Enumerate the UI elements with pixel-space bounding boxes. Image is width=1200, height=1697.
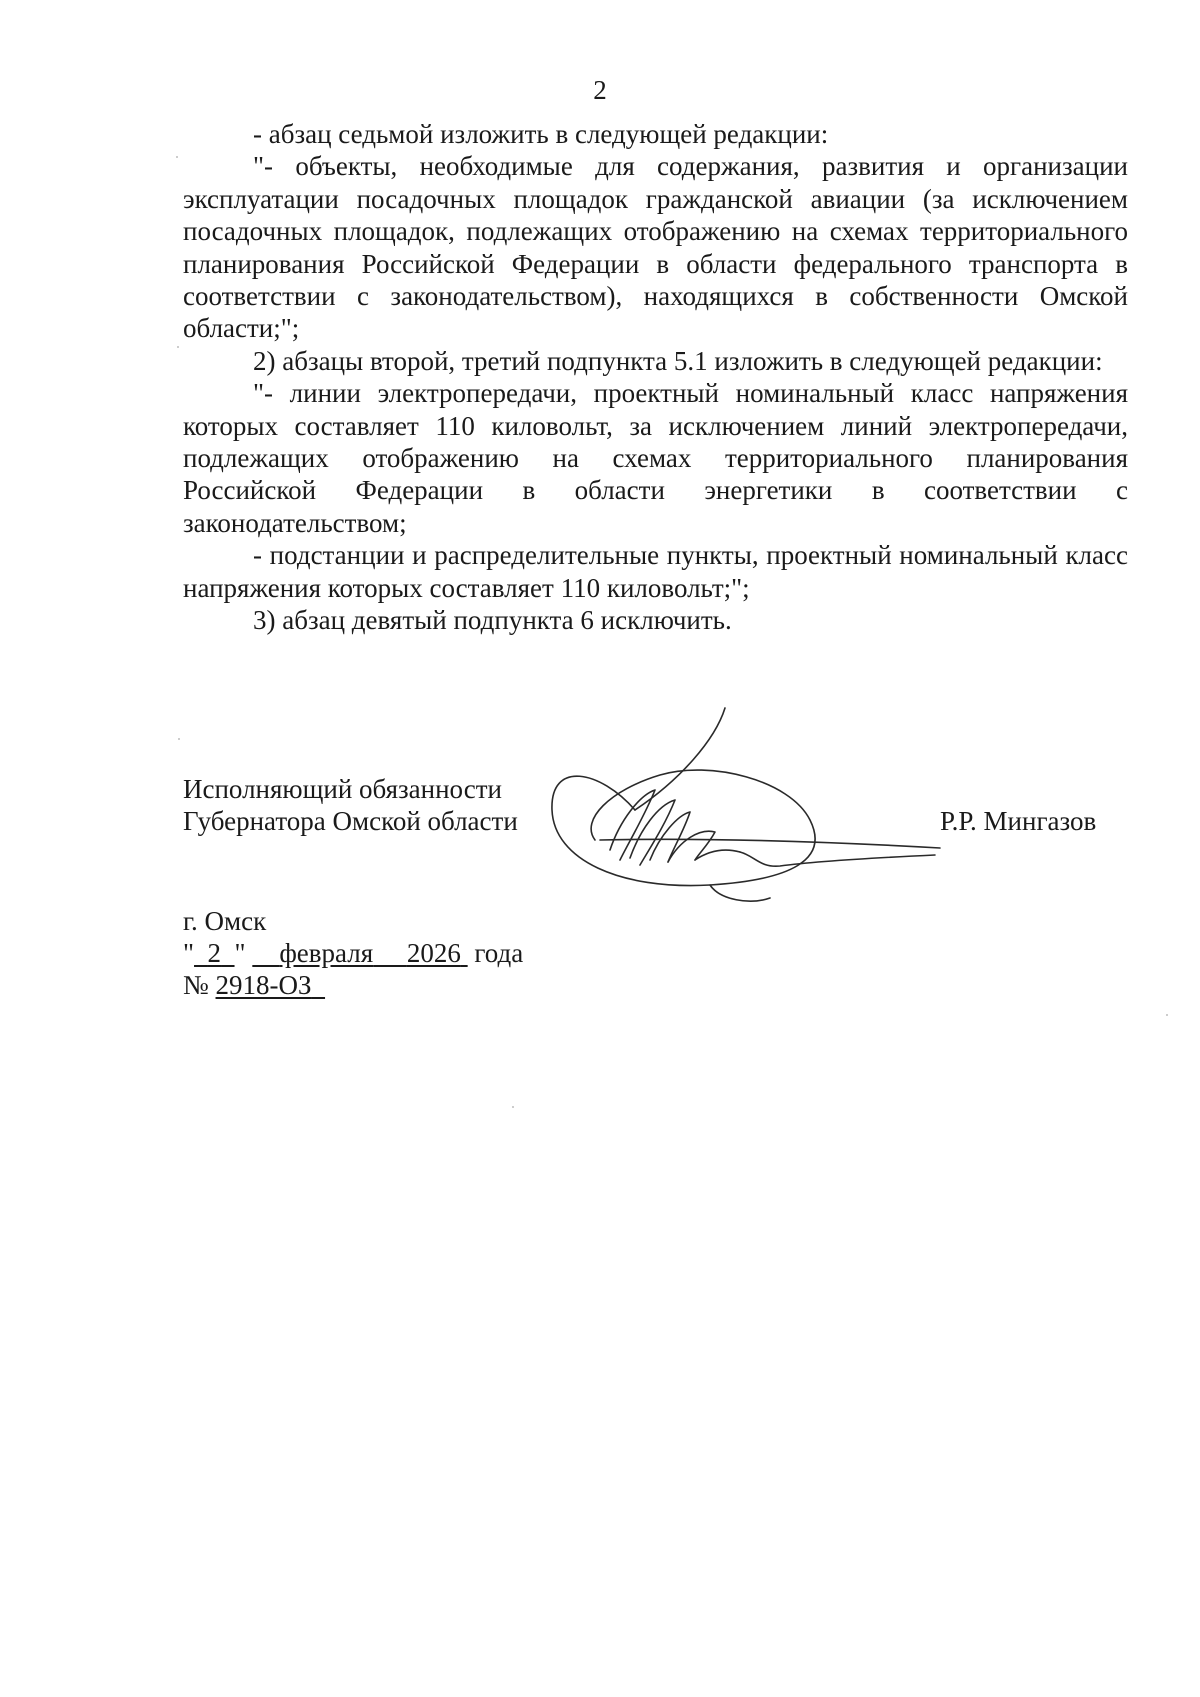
date-line xyxy=(183,937,523,969)
city-line xyxy=(183,905,523,937)
scan-speck xyxy=(1166,1014,1168,1016)
scan-speck xyxy=(176,156,178,158)
quote-close: " xyxy=(234,938,246,968)
scan-speck xyxy=(177,346,179,348)
year-word: года xyxy=(474,938,524,968)
signer-position-line-1: Исполняющий обязанности xyxy=(183,774,502,804)
signer-position-line-2: Губернатора Омской области xyxy=(183,806,518,836)
paragraph-1: - абзац седьмой изложить в следующей редакции: xyxy=(253,119,829,149)
month-value: февраля xyxy=(279,938,374,968)
place-date-number-block xyxy=(183,905,523,1001)
date-day xyxy=(194,938,235,968)
document-body xyxy=(183,118,1128,637)
paragraph-6: 3) абзац девятый подпункта 6 исключить. xyxy=(253,605,732,636)
law-number xyxy=(216,970,326,1000)
day-value: 2 xyxy=(207,938,222,968)
scan-speck xyxy=(178,738,180,740)
number-sign: № xyxy=(183,970,209,1000)
city: г. Омск xyxy=(183,906,267,936)
date-month-year xyxy=(252,938,467,968)
paragraph-5: - подстанции и распределительные пункты, проектный номинальный класс напряжения которых составляет 110 киловольт;"; xyxy=(183,540,1128,603)
signer-name: Р.Р. Мингазов xyxy=(940,806,1097,836)
number-line xyxy=(183,969,523,1001)
law-number-value: 2918-ОЗ xyxy=(215,970,312,1000)
paragraph-3: 2) абзацы второй, третий подпункта 5.1 изложить в следующей редакции: xyxy=(253,345,1103,376)
page-number: 2 xyxy=(593,75,607,105)
handwritten-signature xyxy=(540,700,960,910)
scan-speck xyxy=(512,1106,514,1108)
year-value: 2026 xyxy=(406,938,461,968)
paragraph-4: "- линии электропередачи, проектный номинальный класс напряжения которых составляет 110 киловольт, за исключением линий электропередачи, подлежащих отображению на схемах территориального планирования Российской Федерации в области энергетики в соответствии с законодательством; xyxy=(183,378,1128,538)
paragraph-2: "- объекты, необходимые для содержания, развития и организации эксплуатации посадочных площадок гражданской авиации (за исключением посадочных площадок, подлежащих отображению на схемах территориального планирования Российской Федерации в области федерального транспорта в соответствии с законодательством), находящихся в собственности Омской области;"; xyxy=(183,151,1128,344)
quote-open: " xyxy=(183,938,195,968)
